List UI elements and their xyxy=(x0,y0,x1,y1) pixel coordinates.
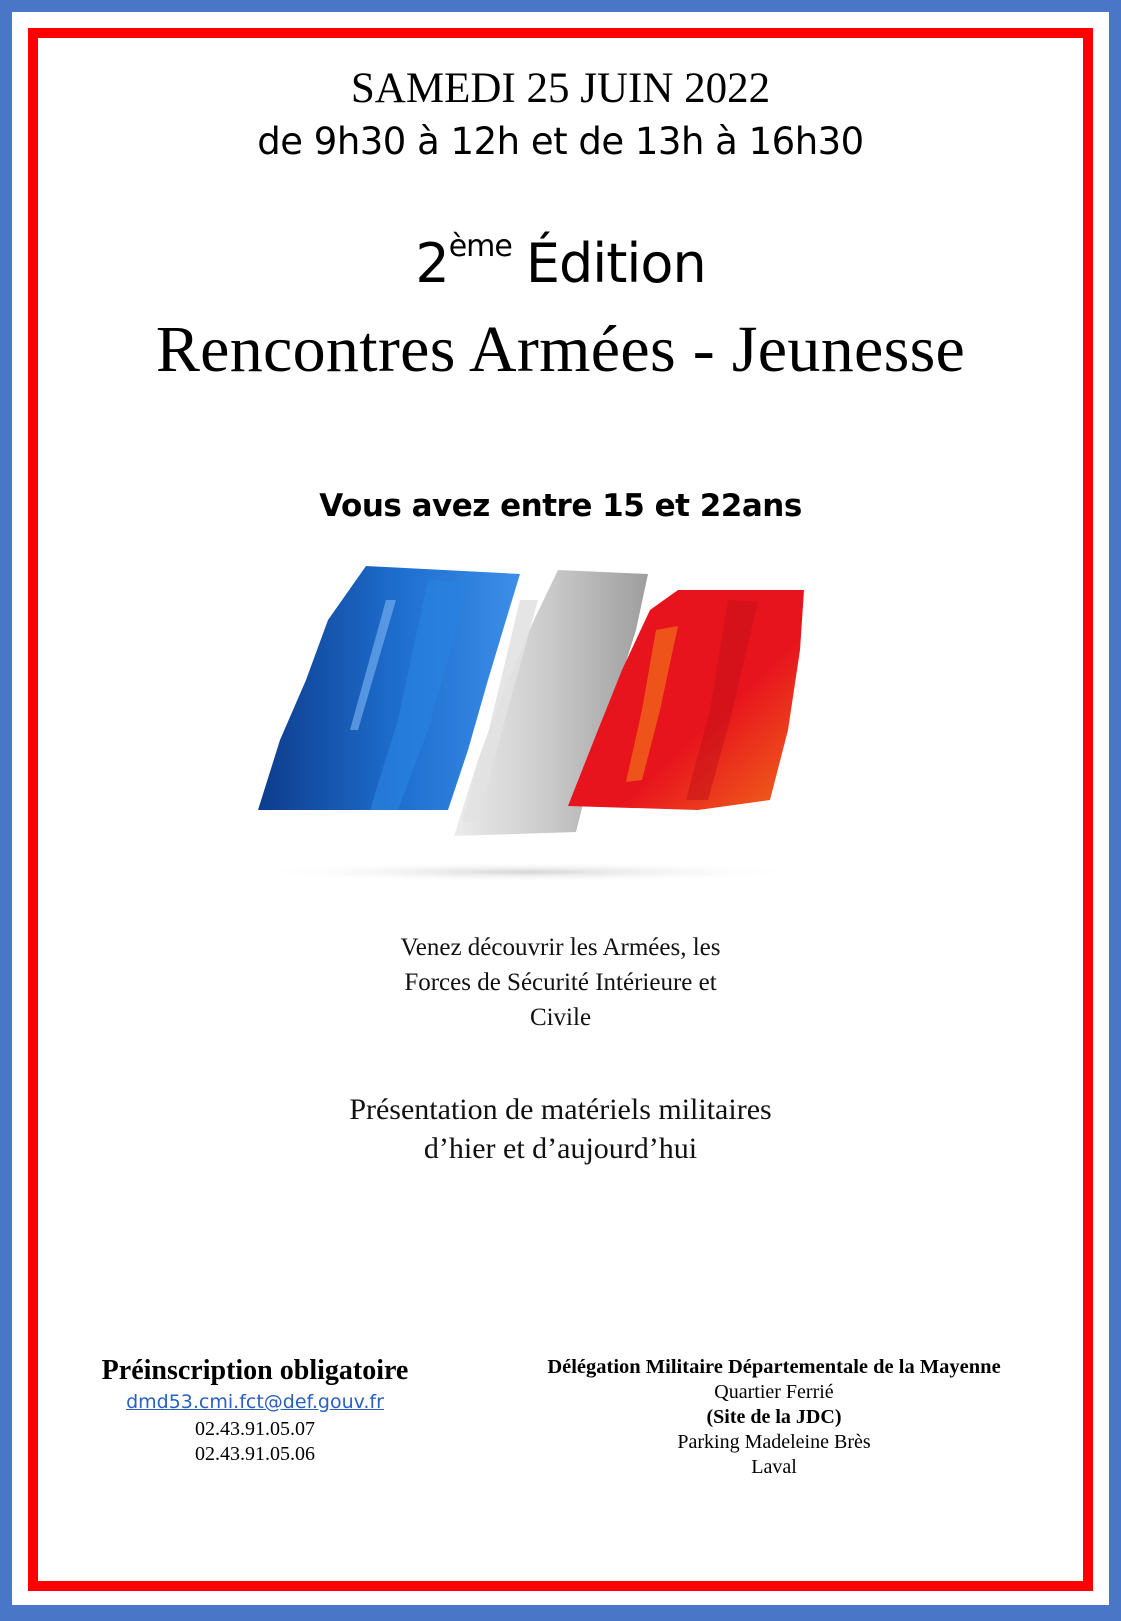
intro-text xyxy=(0,930,1121,1035)
flag-shadow xyxy=(258,862,808,882)
flag-svg xyxy=(258,560,848,900)
presentation-text xyxy=(0,1090,1121,1168)
intro-line: Civile xyxy=(529,1004,592,1031)
registration-title: Préinscription obligatoire xyxy=(101,1355,409,1386)
registration-block xyxy=(60,1355,450,1467)
location-parking: Parking Madeleine Brès xyxy=(677,1431,871,1453)
organization-name: Délégation Militaire Départementale de la Mayenne xyxy=(547,1356,1001,1378)
intro-line: Forces de Sécurité Intérieure et xyxy=(404,969,717,996)
intro-line: Venez découvrir les Armées, les xyxy=(400,934,721,961)
email-link[interactable]: dmd53.cmi.fct@def.gouv.fr xyxy=(126,1391,384,1413)
location-city: Laval xyxy=(751,1456,797,1478)
edition-heading xyxy=(0,229,1121,295)
presentation-line: Présentation de matériels militaires xyxy=(349,1093,772,1126)
phone-number: 02.43.91.05.06 xyxy=(195,1443,315,1465)
phone-number: 02.43.91.05.07 xyxy=(195,1418,315,1440)
edition-suffix: ème xyxy=(448,229,512,264)
location-site: (Site de la JDC) xyxy=(706,1406,842,1428)
age-line: Vous avez entre 15 et 22ans xyxy=(319,488,802,524)
edition-word: Édition xyxy=(525,232,706,295)
event-title: Rencontres Armées - Jeunesse xyxy=(155,313,966,386)
french-flag-brushstroke-image xyxy=(258,560,848,900)
event-hours: de 9h30 à 12h et de 13h à 16h30 xyxy=(257,120,864,163)
location-quarter: Quartier Ferrié xyxy=(714,1381,834,1403)
location-block xyxy=(490,1355,1058,1480)
event-date: SAMEDI 25 JUIN 2022 xyxy=(350,65,771,112)
presentation-line: d’hier et d’aujourd’hui xyxy=(423,1132,698,1165)
edition-number: 2 xyxy=(415,232,449,295)
